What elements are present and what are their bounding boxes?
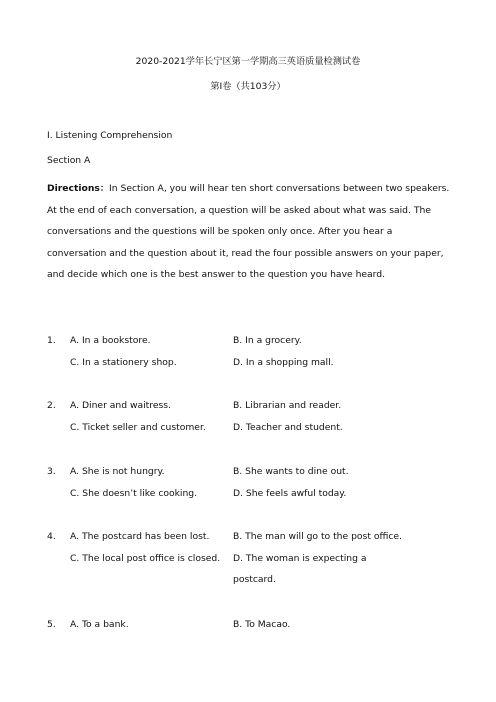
option-a: A. The postcard has been lost. [70,531,210,542]
directions-text: In Section A, you will hear ten short conversations between two speakers. At the end of each conversation, a question will be asked about what was said. The conversations and the questions will be spoken only once. After you hear a conversation and the question about it, read the four possible answers on your paper, and decide which one is the best answer to the question you have heard. [47,183,450,281]
option-b: B. To Macao. [233,619,291,630]
paper-part-heading: 第I卷（共103分） [210,81,286,92]
option-b: B. The man will go to the post office. [233,531,402,542]
option-c: C. Ticket seller and customer. [70,422,206,433]
part-title: I. Listening Comprehension [47,130,173,141]
option-a: A. In a bookstore. [70,335,151,346]
option-a: A. She is not hungry. [70,466,165,477]
question-number: 5. [47,619,56,630]
option-b: B. She wants to dine out. [233,466,349,477]
option-a: A. Diner and waitress. [70,400,171,411]
question-number: 3. [47,466,56,477]
question-number: 2. [47,400,56,411]
option-b: B. Librarian and reader. [233,400,342,411]
option-c: C. She doesn’t like cooking. [70,488,198,499]
option-d: D. She feels awful today. [233,488,347,499]
option-a: A. To a bank. [70,619,129,630]
option-c: C. In a stationery shop. [70,357,177,368]
question-number: 4. [47,531,56,542]
option-d: D. Teacher and student. [233,422,343,433]
option-d: D. The woman is expecting a [233,553,367,564]
section-title: Section A [47,155,91,166]
directions-paragraph [47,178,452,286]
directions-label: Directions： [47,183,110,194]
exam-title: 2020-2021学年长宁区第一学期高三英语质量检测试卷 [135,56,361,67]
option-d: D. In a shopping mall. [233,357,334,368]
option-d-continuation: postcard. [233,574,276,585]
option-b: B. In a grocery. [233,335,302,346]
question-number: 1. [47,335,56,346]
option-c: C. The local post office is closed. [70,553,221,564]
